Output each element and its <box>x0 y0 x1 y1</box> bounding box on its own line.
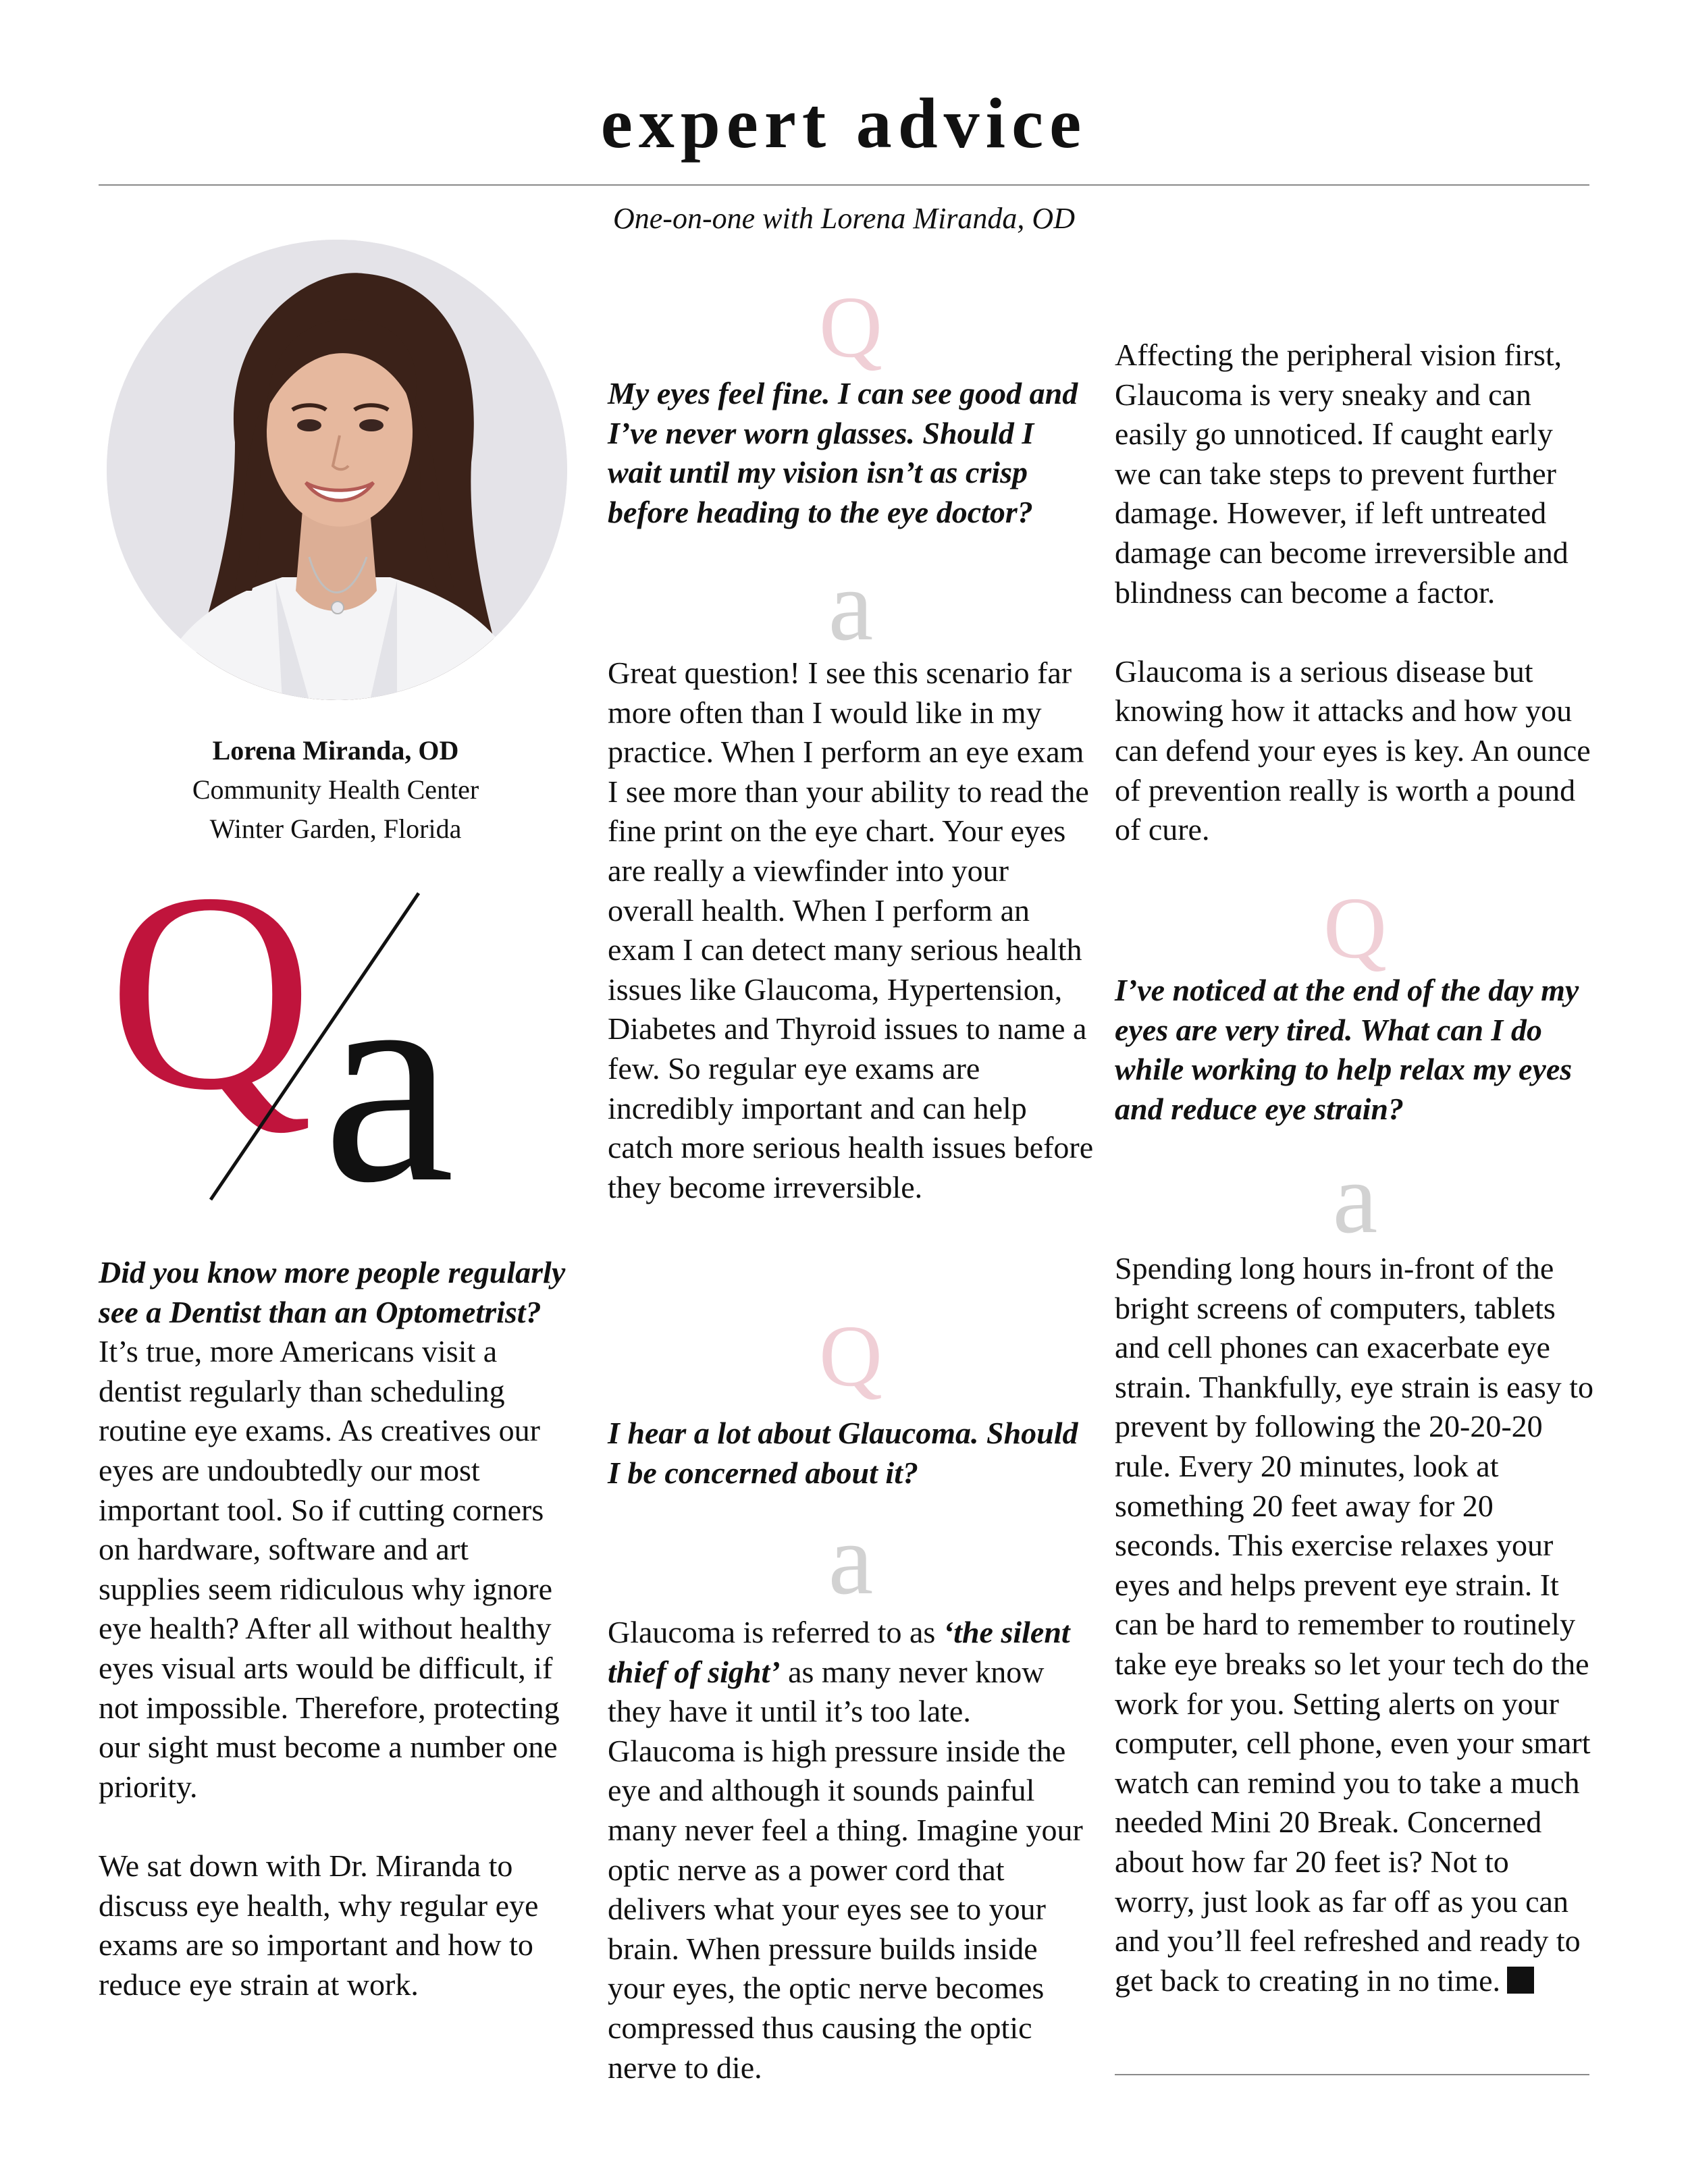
footer-divider <box>1115 2074 1589 2075</box>
answer-2-pre: Glaucoma is referred to as <box>608 1615 936 1649</box>
logo-a-letter: a <box>323 915 455 1205</box>
question-2: I hear a lot about Glaucoma. Should I be concerned about it? <box>608 1416 1078 1490</box>
question-marker: Q <box>819 1308 882 1405</box>
answer-2-cont-1: Affecting the peripheral vision first, Glaucoma is very sneaky and can easily go unnoticed. If caught early we can take steps to prevent further damage. However, if left untreated damage can become irreversible and blindness can become a factor. <box>1115 338 1568 610</box>
profile-name: Lorena Miranda, OD <box>212 735 459 766</box>
logo-q-letter: Q <box>108 888 313 1148</box>
answer-2-cont-2: Glaucoma is a serious disease but knowing how it attacks and how you can defend your eyes is key. An ounce of prevention really is worth a pound of cure. <box>1115 654 1591 847</box>
intro-body-2: We sat down with Dr. Miranda to discuss eye health, why regular eye exams are so important and how to reduce eye strain at work. <box>99 1848 539 2002</box>
question-marker: Q <box>819 279 882 376</box>
answer-3 <box>1115 1249 1595 2000</box>
page-title: expert advice <box>600 84 1088 163</box>
answer-2-emphasis: ‘the silent thief of sight’ <box>608 1615 1070 1689</box>
answer-marker: a <box>828 1503 874 1616</box>
intro-body-1: It’s true, more Americans visit a dentist regularly than scheduling routine eye exams. As creatives our eyes are undoubtedly our most important tool. So if cutting corners on hardware, software and art supplies seem ridiculous why ignore eye health? After all without healthy eyes visual arts would be difficult, if not impossible. Therefore, protecting our sight must become a number one priority. <box>99 1334 560 1804</box>
question-marker: Q <box>1323 880 1387 977</box>
intro-lead: Did you know more people regularly see a Dentist than an Optometrist? <box>99 1255 566 1329</box>
question-3: I’ve noticed at the end of the day my eyes are very tired. What can I do while working to help relax my eyes and reduce eye strain? <box>1115 973 1579 1126</box>
page-subtitle: One-on-one with Lorena Miranda, OD <box>613 202 1075 235</box>
answer-marker: a <box>1332 1142 1378 1254</box>
question-1: My eyes feel fine. I can see good and I’ve never worn glasses. Should I wait until my vision isn’t as crisp before heading to the eye doctor? <box>608 376 1078 529</box>
answer-marker: a <box>828 550 874 662</box>
header-divider <box>99 184 1589 186</box>
intro-text <box>99 1253 571 2004</box>
end-of-article-mark <box>1507 1967 1534 1994</box>
portrait-illustration <box>107 240 567 700</box>
answer-1: Great question! I see this scenario far more often than I would like in my practice. When I perform an eye exam I see more than your ability to read the fine print on the eye chart. Your eyes are really a viewfinder into your overall health. When I perform an exam I can detect many serious health issues like Glaucoma, Hypertension, Diabetes and Thyroid issues to name a few. So regular eye exams are incredibly important and can help catch more serious health issues before they become irreversible. <box>608 656 1094 1204</box>
qa-logo <box>108 888 527 1205</box>
answer-2-continued <box>1115 336 1595 850</box>
answer-2-post: as many never know they have it until it’s too late. Glaucoma is high pressure inside the eye and although it sounds painful many never feel a thing. Imagine your optic nerve as a power cord that delivers what your eyes see to your brain. When pressure builds inside your eyes, the optic nerve becomes compressed thus causing the optic nerve to die. <box>608 1654 1083 2085</box>
answer-2 <box>608 1613 1094 2087</box>
profile-location: Winter Garden, Florida <box>209 814 462 844</box>
portrait-photo <box>107 240 567 700</box>
answer-3-text: Spending long hours in-front of the bright screens of computers, tablets and cell phones can exacerbate eye strain. Thankfully, eye strain is easy to prevent by following the 20-20-20 rule. Every 20 minutes, look at something 20 feet away for 20 seconds. This exercise relaxes your eyes and helps prevent eye strain. It can be hard to remember to routinely take eye breaks so let your tech do the work for you. Setting alerts on your computer, cell phone, even your smart watch can remind you to take a much needed Mini 20 Break. Concerned about how far 20 feet is? Not to worry, just look as far off as you can and you’ll feel refreshed and ready to get back to creating in no time. <box>1115 1251 1594 1998</box>
profile-organization: Community Health Center <box>192 774 479 805</box>
